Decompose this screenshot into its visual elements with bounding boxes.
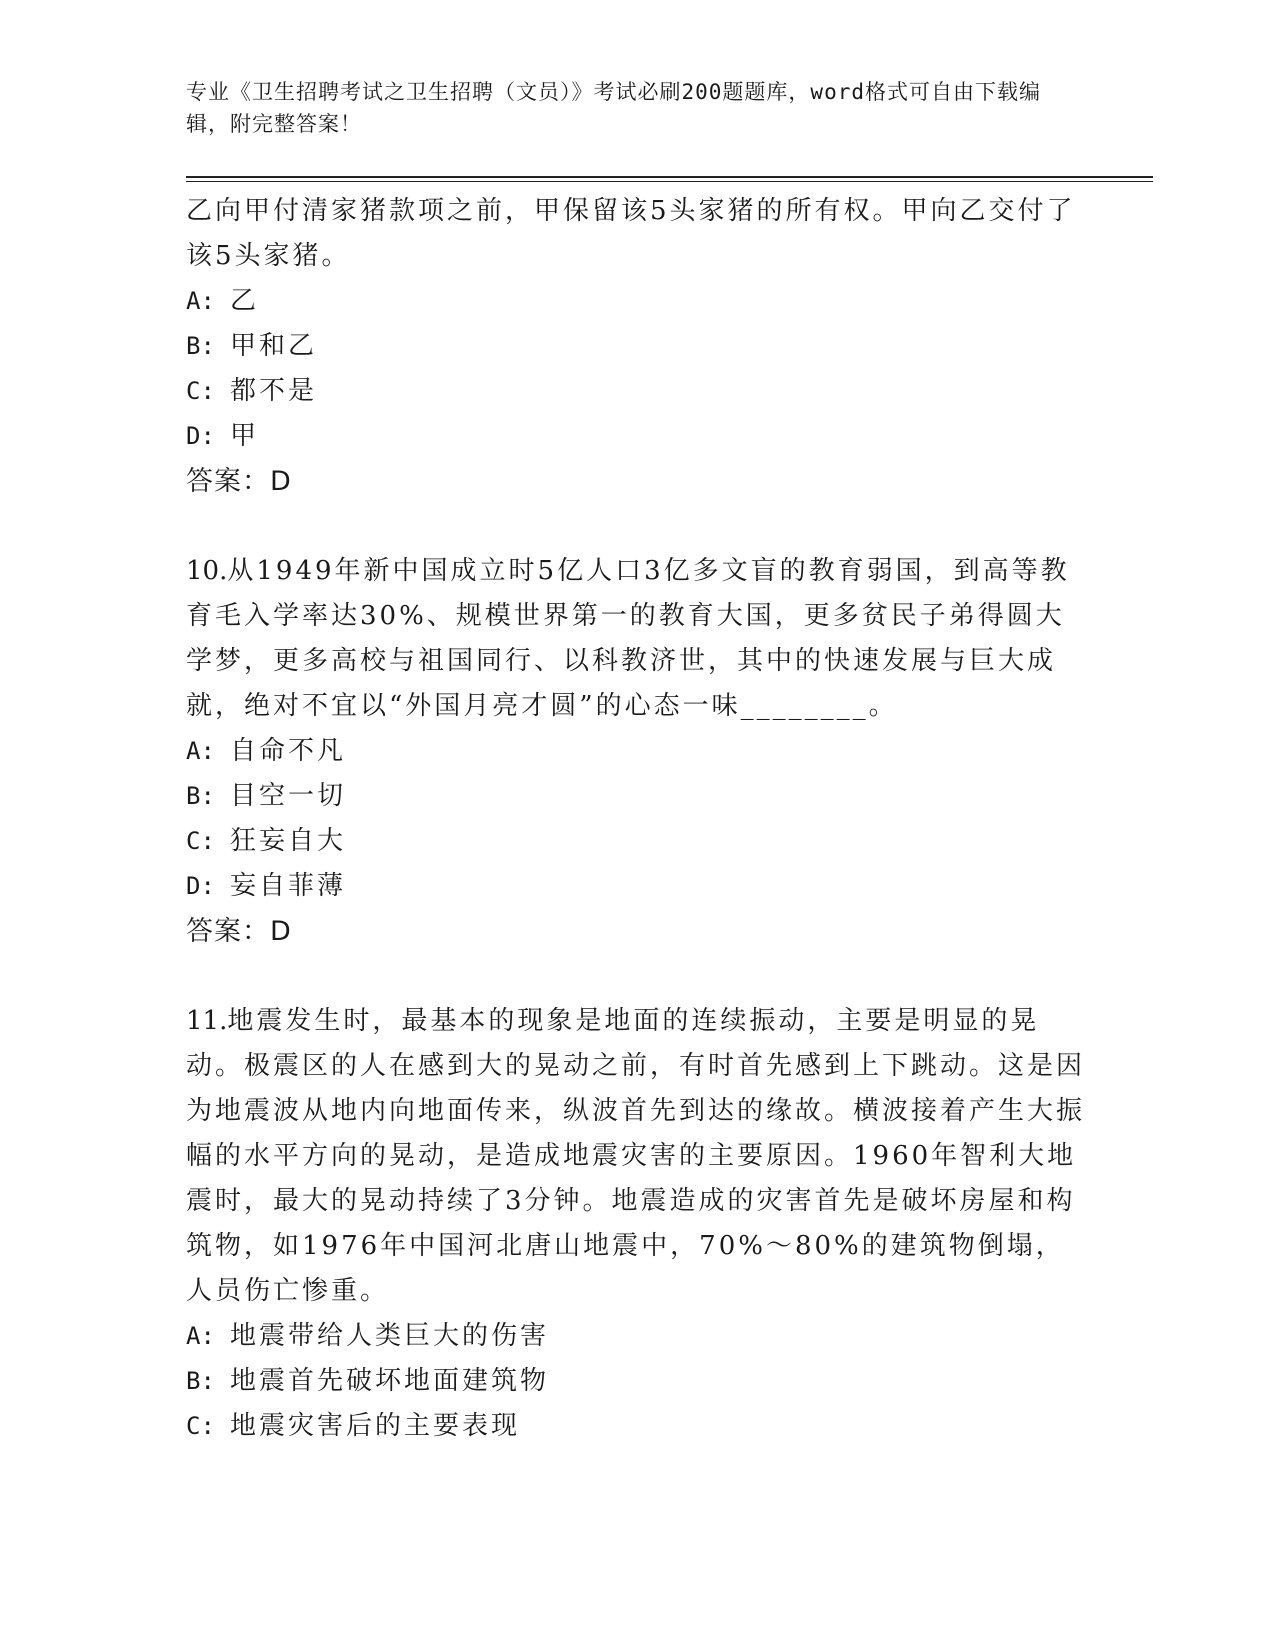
option-text: 妄自菲薄 bbox=[230, 871, 347, 901]
option-key: B: bbox=[186, 782, 215, 810]
option-key: B: bbox=[186, 332, 215, 360]
option-d bbox=[186, 864, 1086, 909]
option-text: 狂妄自大 bbox=[230, 826, 347, 856]
option-text: 甲 bbox=[230, 421, 260, 451]
option-key: A: bbox=[186, 287, 215, 315]
option-key: C: bbox=[186, 377, 215, 405]
question-stem: 乙向甲付清家猪款项之前，甲保留该5头家猪的所有权。甲向乙交付了该5头家猪。 bbox=[186, 196, 1076, 271]
option-key: B: bbox=[186, 1367, 215, 1395]
question-list bbox=[186, 189, 1086, 1449]
question-number: 11. bbox=[186, 1006, 228, 1036]
option-text: 都不是 bbox=[230, 376, 318, 406]
option-text: 甲和乙 bbox=[230, 331, 318, 361]
option-c bbox=[186, 369, 1086, 414]
question-number: 10. bbox=[186, 556, 228, 586]
spacer bbox=[186, 954, 1086, 999]
option-a bbox=[186, 1314, 1086, 1359]
option-c bbox=[186, 1404, 1086, 1449]
spacer bbox=[186, 504, 1086, 549]
option-b bbox=[186, 1359, 1086, 1404]
option-key: D: bbox=[186, 872, 215, 900]
question-stem bbox=[186, 549, 1086, 729]
option-key: C: bbox=[186, 1412, 215, 1440]
header-divider-thick bbox=[186, 176, 1153, 178]
option-text: 自命不凡 bbox=[230, 736, 347, 766]
option-key: D: bbox=[186, 422, 215, 450]
question-text: 从1949年新中国成立时5亿人口3亿多文盲的教育弱国，到高等教育毛入学率达30%、规模世界第一的教育大国，更多贫民子弟得圆大学梦，更多高校与祖国同行、以科教济世，其中的快速发展与巨大成就，绝对不宜以“外国月亮才圆”的心态一味________。 bbox=[186, 556, 1070, 721]
option-text: 地震首先破坏地面建筑物 bbox=[230, 1366, 550, 1396]
option-b bbox=[186, 774, 1086, 819]
option-a bbox=[186, 279, 1086, 324]
question-text: 地震发生时，最基本的现象是地面的连续振动，主要是明显的晃动。极震区的人在感到大的晃动之前，有时首先感到上下跳动。这是因为地震波从地内向地面传来，纵波首先到达的缘故。横波接着产生大振幅的水平方向的晃动，是造成地震灾害的主要原因。1960年智利大地震时，最大的晃动持续了3分钟。地震造成的灾害首先是破坏房屋和构筑物，如1976年中国河北唐山地震中，70%～80%的建筑物倒塌，人员伤亡惨重。 bbox=[186, 1006, 1086, 1306]
option-text: 地震灾害后的主要表现 bbox=[230, 1411, 521, 1441]
option-key: A: bbox=[186, 737, 215, 765]
option-a bbox=[186, 729, 1086, 774]
option-b bbox=[186, 324, 1086, 369]
option-text: 乙 bbox=[230, 286, 260, 316]
question-10 bbox=[186, 549, 1086, 954]
answer-line: 答案：D bbox=[186, 916, 292, 947]
option-d bbox=[186, 414, 1086, 459]
option-key: A: bbox=[186, 1322, 215, 1350]
option-text: 目空一切 bbox=[230, 781, 347, 811]
question-stem bbox=[186, 999, 1086, 1314]
answer-line: 答案：D bbox=[186, 466, 292, 497]
option-text: 地震带给人类巨大的伤害 bbox=[230, 1321, 550, 1351]
page-header: 专业《卫生招聘考试之卫生招聘（文员）》考试必刷200题题库，word格式可自由下载编辑，附完整答案！ bbox=[186, 80, 1041, 136]
option-c bbox=[186, 819, 1086, 864]
question-9 bbox=[186, 189, 1086, 504]
question-11 bbox=[186, 999, 1086, 1449]
header-divider-thin bbox=[186, 181, 1153, 182]
option-key: C: bbox=[186, 827, 215, 855]
